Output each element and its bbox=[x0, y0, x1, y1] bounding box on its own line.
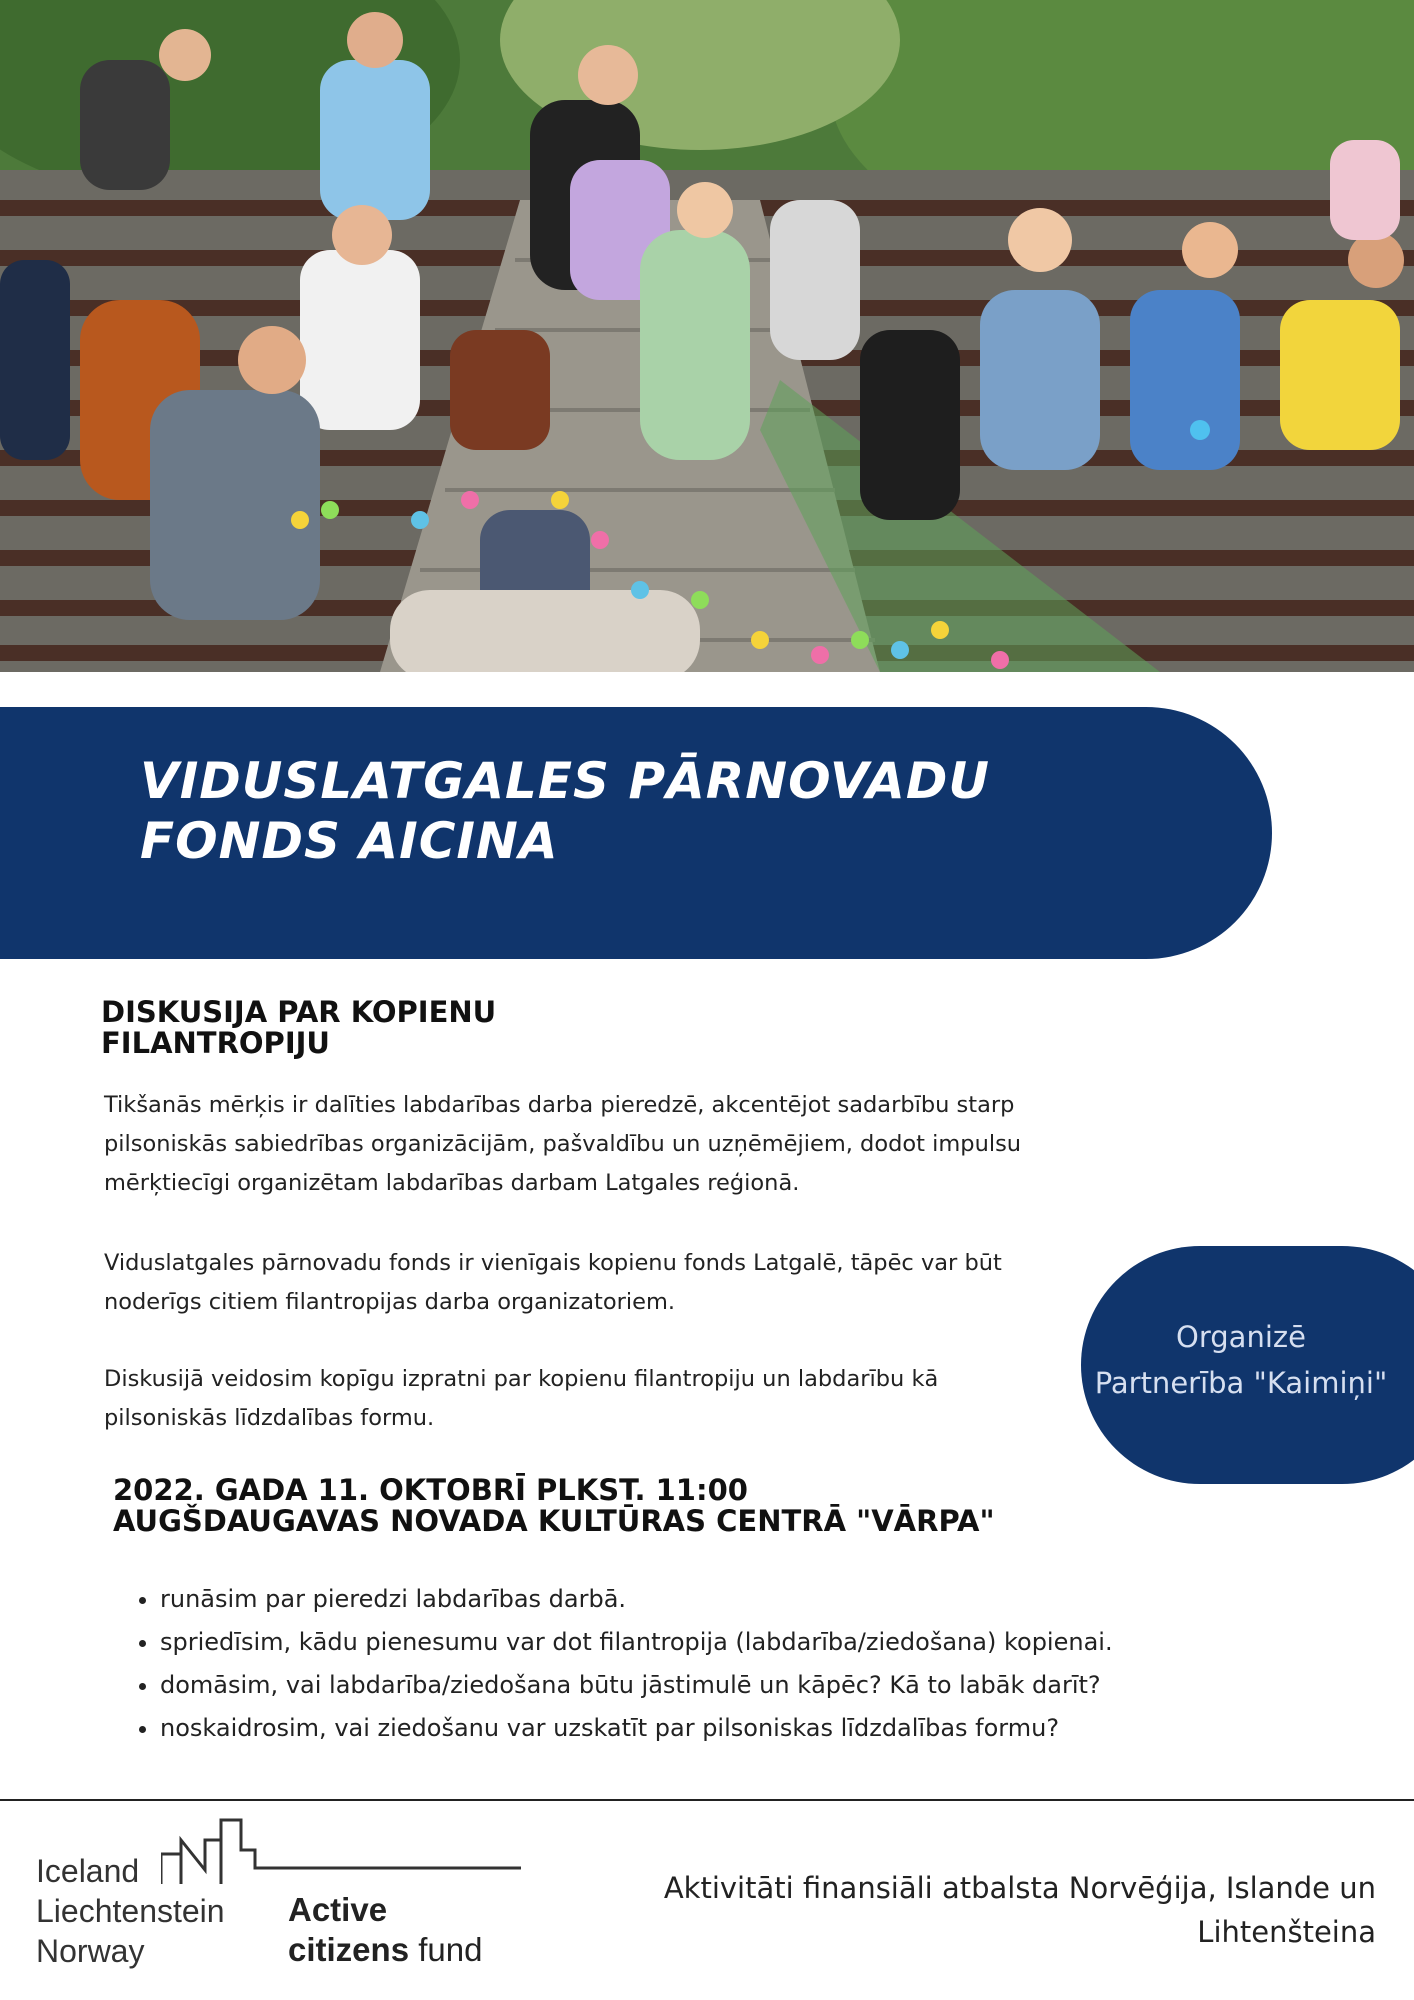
hero-photo bbox=[0, 0, 1414, 672]
paragraph-line: pilsoniskās līdzdalības formu. bbox=[104, 1405, 435, 1431]
banner-title bbox=[140, 751, 990, 871]
paragraph-discussion bbox=[104, 1360, 1084, 1438]
section-heading bbox=[101, 997, 496, 1059]
banner-title-line2: FONDS AICINA bbox=[140, 812, 559, 870]
paragraph-line: noderīgs citiem filantropijas darba organizatoriem. bbox=[104, 1289, 676, 1315]
logo-fund-citizens-bold: citizens bbox=[288, 1931, 410, 1968]
banner-title-line1: VIDUSLATGALES PĀRNOVADU bbox=[140, 752, 990, 810]
section-heading-line1: DISKUSIJA PAR KOPIENU bbox=[101, 995, 497, 1029]
organizer-text bbox=[1081, 1314, 1401, 1406]
funding-note-line2: Lihtenšteina bbox=[1197, 1915, 1376, 1949]
list-item: • runāsim par pieredzi labdarības darbā. bbox=[160, 1578, 1113, 1621]
paragraph-goal bbox=[104, 1086, 1084, 1203]
paragraph-line: Tikšanās mērķis ir dalīties labdarības darba pieredzē, akcentējot sadarbību starp bbox=[104, 1092, 1015, 1118]
organizer-badge bbox=[1081, 1246, 1414, 1484]
logo-fund-citizens-rest: fund bbox=[409, 1931, 483, 1968]
topics-list bbox=[120, 1578, 1113, 1750]
footer-divider bbox=[0, 1799, 1414, 1801]
logo-country-liechtenstein: Liechtenstein bbox=[36, 1893, 225, 1929]
list-item: • noskaidrosim, vai ziedošanu var uzskatīt par pilsoniskas līdzdalības formu? bbox=[160, 1707, 1113, 1750]
list-item: • spriedīsim, kādu pienesumu var dot filantropija (labdarība/ziedošana) kopienai. bbox=[160, 1621, 1113, 1664]
logo-country-iceland: Iceland bbox=[36, 1853, 140, 1889]
paragraph-line: Viduslatgales pārnovadu fonds ir vienīgais kopienu fonds Latgalē, tāpēc var būt bbox=[104, 1250, 1002, 1276]
section-heading-line2: FILANTROPIJU bbox=[101, 1026, 330, 1060]
logo-fund-active: Active bbox=[288, 1891, 388, 1928]
title-banner bbox=[0, 707, 1272, 959]
event-venue: AUGŠDAUGAVAS NOVADA KULTŪRAS CENTRĀ "VĀRPA" bbox=[113, 1504, 995, 1538]
organizer-label: Organizē bbox=[1176, 1320, 1306, 1354]
photo-crowd-on-amphitheater-steps-icon bbox=[0, 0, 1414, 672]
active-citizens-fund-logo bbox=[36, 1810, 496, 1980]
active-citizens-fund-logo-icon bbox=[161, 1810, 521, 1890]
event-date-time: 2022. GADA 11. OKTOBRĪ PLKST. 11:00 bbox=[113, 1473, 748, 1507]
organizer-name: Partnerība "Kaimiņi" bbox=[1094, 1366, 1388, 1400]
paragraph-line: mērķtiecīgi organizētam labdarības darbam Latgales reģionā. bbox=[104, 1170, 800, 1196]
funding-note bbox=[616, 1866, 1376, 1954]
logo-fund-citizens bbox=[288, 1932, 482, 1968]
paragraph-line: pilsoniskās sabiedrības organizācijām, pašvaldību un uzņēmējiem, dodot impulsu bbox=[104, 1131, 1022, 1157]
event-info bbox=[113, 1475, 995, 1537]
list-item: • domāsim, vai labdarība/ziedošana būtu jāstimulē un kāpēc? Kā to labāk darīt? bbox=[160, 1664, 1113, 1707]
funding-note-line1: Aktivitāti finansiāli atbalsta Norvēģija, Islande un bbox=[663, 1871, 1376, 1905]
paragraph-fund bbox=[104, 1244, 1084, 1322]
paragraph-line: Diskusijā veidosim kopīgu izpratni par kopienu filantropiju un labdarību kā bbox=[104, 1366, 939, 1392]
logo-country-norway: Norway bbox=[36, 1933, 145, 1969]
